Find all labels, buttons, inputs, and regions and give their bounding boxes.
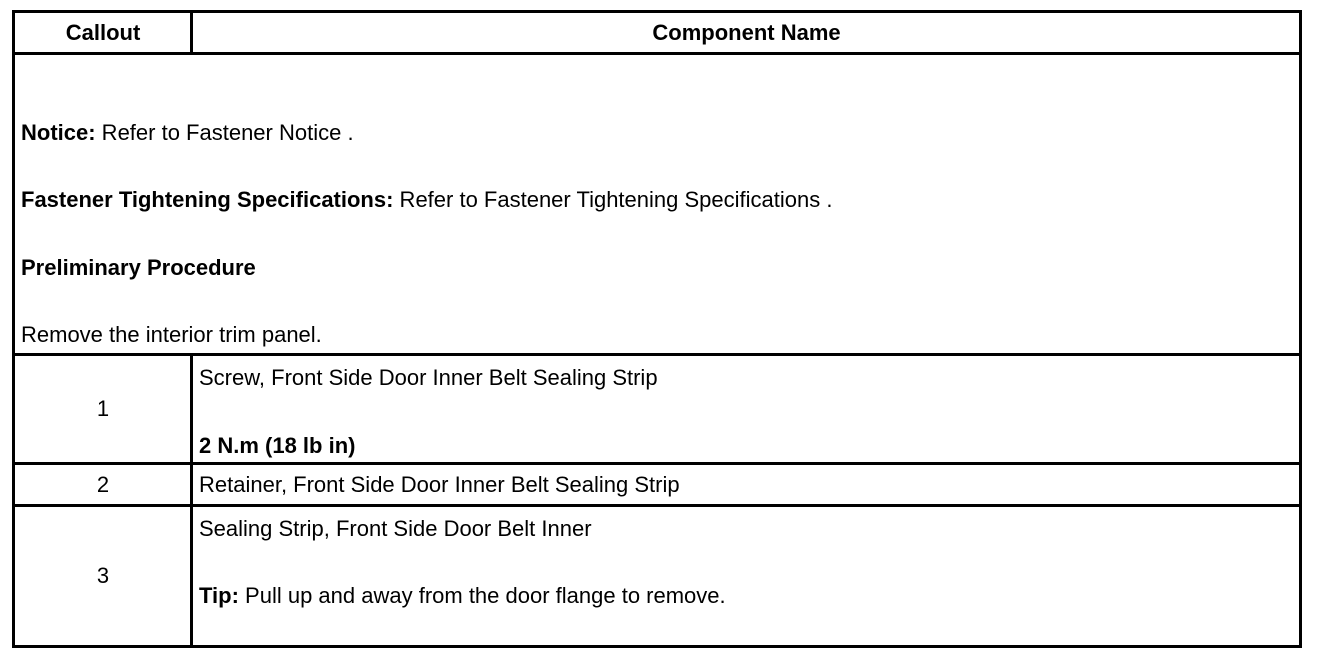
row-2-column-divider <box>190 465 193 504</box>
preliminary-heading: Preliminary Procedure <box>21 255 256 280</box>
row-3-column-divider <box>190 507 193 645</box>
table-row-2-component: Retainer, Front Side Door Inner Belt Sealing Strip <box>199 472 680 497</box>
tip-label: Tip: <box>199 583 239 608</box>
table-row-2-callout: 2 <box>96 472 110 497</box>
component-table <box>12 10 1302 648</box>
notice-label: Notice: <box>21 120 96 145</box>
notice-text: Refer to Fastener Notice . <box>95 120 354 145</box>
row-1-torque: 2 N.m (18 lb in) <box>199 433 356 458</box>
header-callout: Callout <box>65 20 141 45</box>
row-3-component-name: Sealing Strip, Front Side Door Belt Inner <box>199 516 592 541</box>
spec-text: Refer to Fastener Tightening Specifications . <box>393 187 833 212</box>
table-row-3-component <box>199 507 1294 645</box>
table-row-1-callout: 1 <box>96 396 110 421</box>
row-1-component-name: Screw, Front Side Door Inner Belt Sealing Strip <box>199 365 658 390</box>
row-1-column-divider <box>190 356 193 462</box>
header-component-name: Component Name <box>652 20 841 45</box>
table-row-1-component <box>199 356 1294 462</box>
notice-line <box>21 120 354 146</box>
row-3-tip-line <box>199 583 726 609</box>
header-column-divider <box>190 13 193 52</box>
spec-line <box>21 187 832 213</box>
tip-text: Pull up and away from the door flange to remove. <box>238 583 726 608</box>
preliminary-step: Remove the interior trim panel. <box>21 322 322 347</box>
table-row-3-callout: 3 <box>96 563 110 588</box>
spec-label: Fastener Tightening Specifications: <box>21 187 394 212</box>
intro-section <box>21 55 1291 353</box>
